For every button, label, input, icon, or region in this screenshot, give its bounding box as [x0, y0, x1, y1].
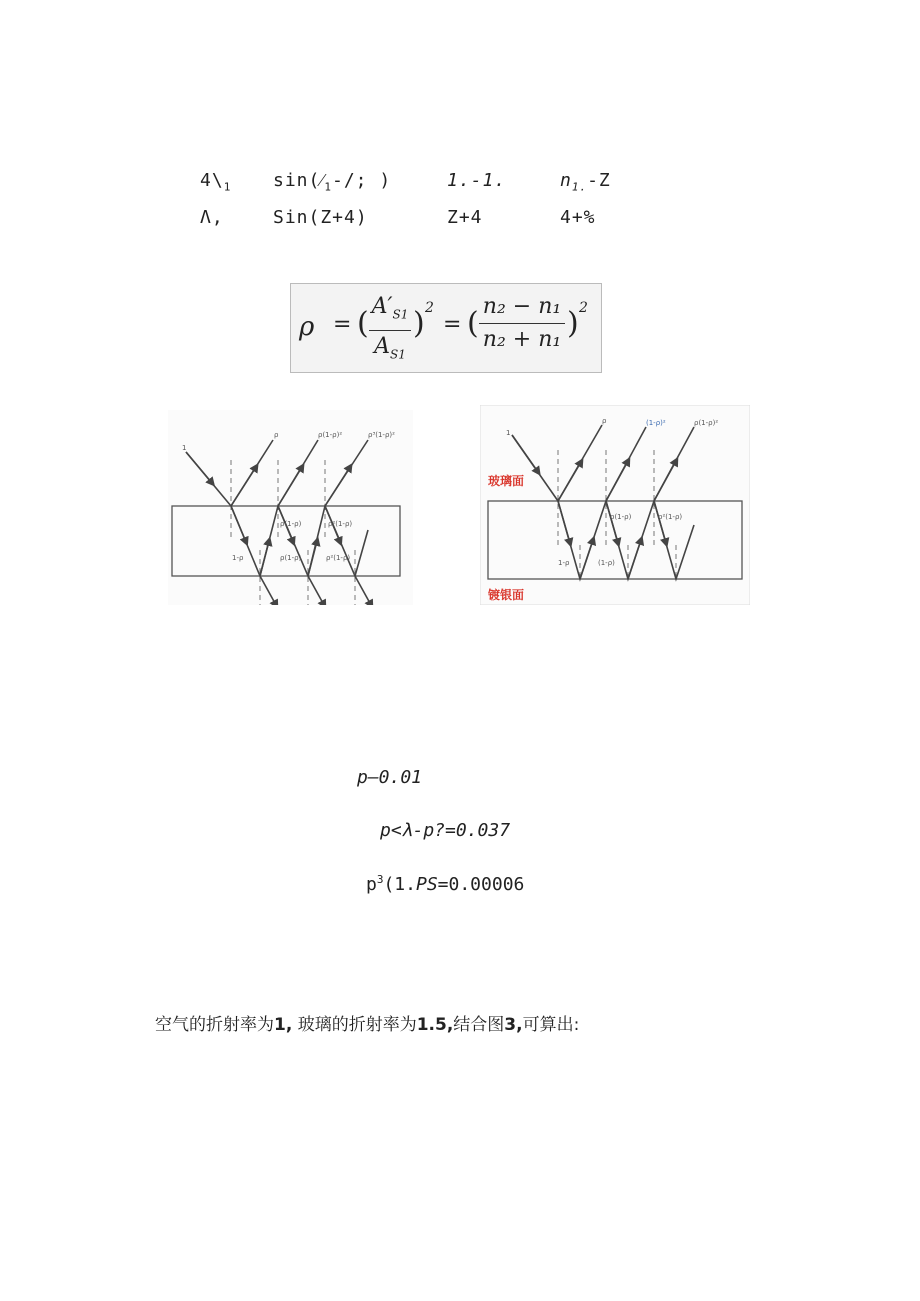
left-label-in1: ρ(1-ρ)	[280, 520, 302, 528]
formula-square-2: 2	[579, 300, 588, 316]
right-label-r1: (1-ρ)²	[646, 419, 666, 427]
formula-rparen2: )	[567, 306, 579, 341]
formula-fraction-1: $A'_{S1}$ $A_{S1}$	[369, 294, 411, 368]
left-label-incident: 1	[182, 444, 187, 452]
row2-cell-4: 4+%	[560, 207, 596, 228]
left-label-t1: ρ(1-ρ)	[280, 554, 302, 562]
right-label-t0: 1-ρ	[558, 559, 570, 567]
formula-lparen2: (	[467, 306, 479, 341]
left-label-r1: ρ(1-ρ)²	[318, 431, 343, 439]
formula-rparen1: )	[413, 306, 425, 341]
row1-cell-3: 1.-1.	[447, 170, 507, 191]
row2-cell-1: Λ,	[200, 207, 224, 228]
figure-silvered-mirror	[480, 405, 750, 605]
right-label-in1: ρ(1-ρ)	[610, 513, 632, 521]
row1-cell-1: $4\backslash_1$	[200, 170, 232, 194]
row2-cell-2: Sin(Z+4)	[273, 207, 368, 228]
formula-lparen1: (	[357, 306, 369, 341]
body-paragraph: 空气的折射率为1, 玻璃的折射率为1.5,结合图3,可算出:	[155, 1015, 580, 1035]
formula-square-1: 2	[425, 300, 434, 316]
left-label-in2: ρ²(1-ρ)	[328, 520, 353, 528]
left-label-r2: ρ³(1-ρ)²	[368, 431, 395, 439]
equation-3: $p^3(1.PS=0.00006$	[366, 873, 525, 895]
row2-cell-3: Z+4	[447, 207, 483, 228]
right-label-incident: 1	[506, 429, 511, 437]
formula-eq1: =	[333, 312, 352, 337]
right-label-r2: ρ(1-ρ)²	[694, 419, 719, 427]
label-glass-surface: 玻璃面	[488, 474, 525, 488]
row1-cell-2: $\sin(⁄_1-/$; )	[273, 170, 392, 194]
right-label-r0: ρ	[602, 417, 607, 425]
right-label-in2: ρ²(1-ρ)	[658, 513, 683, 521]
left-label-t2: ρ²(1-ρ)	[326, 554, 351, 562]
equation-1: p—0.01	[357, 767, 423, 788]
table-row-1	[200, 170, 231, 194]
formula-rho: ρ	[299, 312, 315, 342]
left-label-t0: 1-ρ	[232, 554, 244, 562]
right-label-t1: (1-ρ)	[598, 559, 615, 567]
left-label-r0: ρ	[274, 431, 279, 439]
formula-eq2: =	[443, 312, 462, 337]
equation-2: p<λ-p?=0.037	[380, 820, 511, 841]
label-silvered-surface: 镀银面	[488, 588, 525, 602]
formula-fraction-2: n₂ − n₁ n₂ + n₁	[479, 294, 565, 353]
reflectance-formula	[290, 283, 602, 373]
figure-glass-plate	[168, 410, 413, 605]
row1-cell-4: $n_{1.}-Z$	[560, 170, 611, 194]
